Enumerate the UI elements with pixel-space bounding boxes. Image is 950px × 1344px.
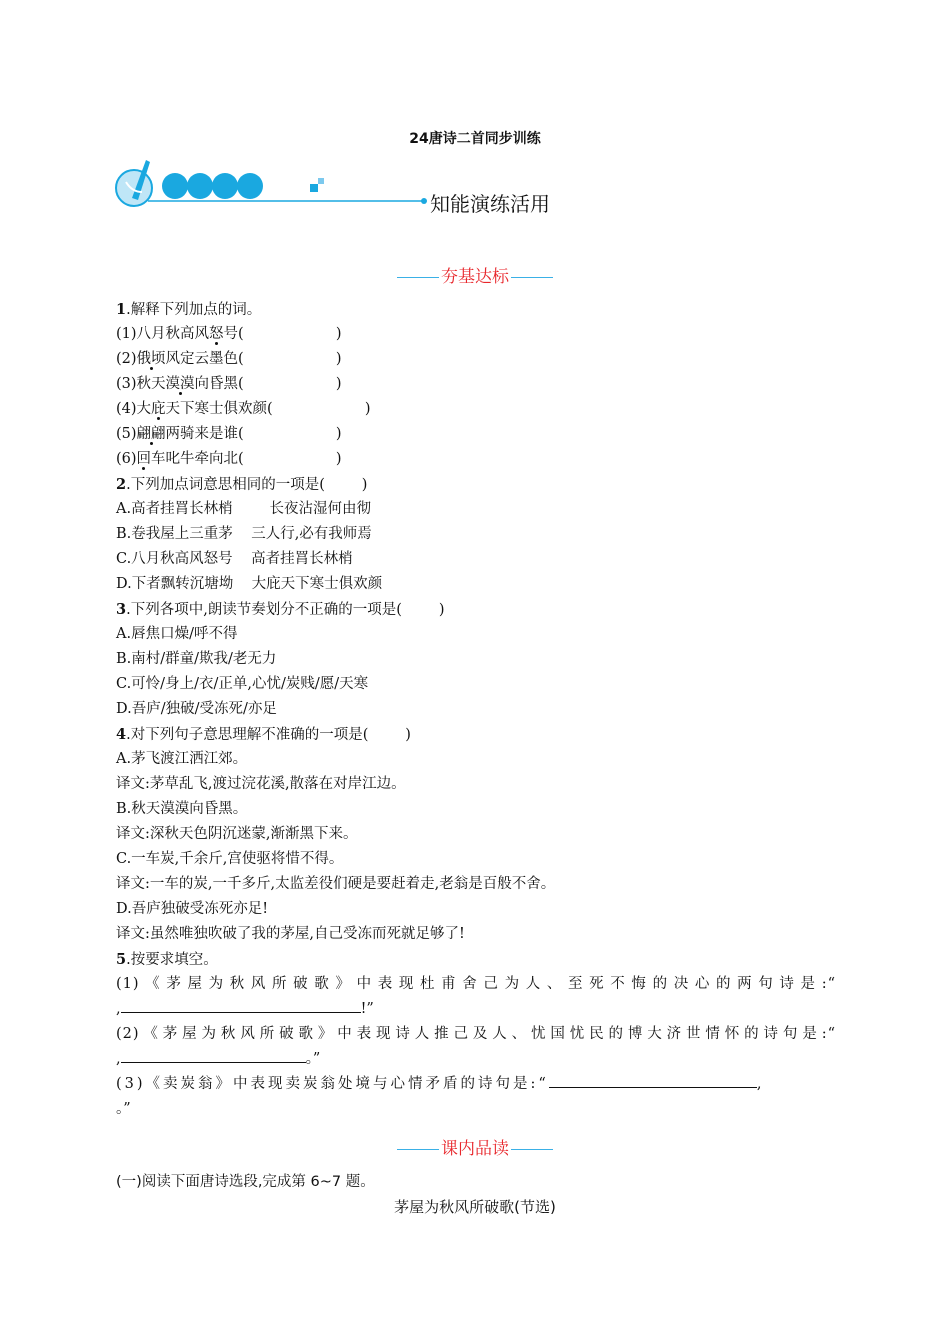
question-2-option: D.下者飘转沉塘坳 大庇天下寒士俱欢颜 xyxy=(116,576,383,592)
question-3-option: B.南村/群童/欺我/老无力 xyxy=(116,651,277,667)
question-5-part-2-blank: , 。” xyxy=(116,1047,836,1072)
question-4-line: B.秋天漠漠向昏黑。 xyxy=(116,801,248,817)
poem-title: 茅屋为秋风所破歌(节选) xyxy=(394,1198,556,1216)
question-4-line: 译文:茅草乱飞,渡过浣花溪,散落在对岸江边。 xyxy=(116,776,406,792)
question-4-line: C.一车炭,千余斤,宫使驱将惜不得。 xyxy=(116,851,344,867)
section-heading-basic: 夯基达标 xyxy=(0,262,950,287)
banner-dot xyxy=(162,173,188,199)
answer-blank[interactable] xyxy=(549,1072,757,1088)
question-1-item: (3)秋天漠漠向昏黑( ) xyxy=(116,376,342,392)
question-3-option: C.可怜/身上/衣/正单,心忧/炭贱/愿/天寒 xyxy=(116,676,369,692)
question-1-item: (4)大庇天下寒士俱欢颜( ) xyxy=(116,401,371,417)
question-5-part-1: (1)《茅屋为秋风所破歌》中表现杜甫舍己为人、至死不悔的决心的两句诗是:“ xyxy=(116,976,836,992)
question-4-line: 译文:一车的炭,一千多斤,太监差役们硬是要赶着走,老翁是百般不舍。 xyxy=(116,876,556,892)
question-3-option: A.唇焦口燥/呼不得 xyxy=(116,626,238,642)
question-4-line: 译文:虽然唯独吹破了我的茅屋,自己受冻而死就足够了! xyxy=(116,926,465,942)
question-5-part-3: (3)《卖炭翁》中表现卖炭翁处境与心情矛盾的诗句是:“ , xyxy=(116,1072,836,1097)
question-5-part-2: (2)《茅屋为秋风所破歌》中表现诗人推己及人、忧国忧民的博大济世情怀的诗句是:“ xyxy=(116,1026,836,1042)
question-4-stem: 4.对下列句子意思理解不准确的一项是( ) xyxy=(116,726,411,743)
document-title: 24唐诗二首同步训练 xyxy=(409,131,541,147)
question-2-stem: 2.下列加点词意思相同的一项是( ) xyxy=(116,476,368,493)
question-5-part-1-blank: , !” xyxy=(116,997,836,1022)
questions xyxy=(116,297,836,1122)
question-2-option: A.高者挂罥长林梢 长夜沾湿何由彻 xyxy=(116,501,371,517)
banner-label: 知能演练活用 xyxy=(430,192,550,216)
question-3-stem: 3.下列各项中,朗读节奏划分不正确的一项是( ) xyxy=(116,601,445,618)
question-4-line: 译文:深秋天色阴沉迷蒙,渐渐黑下来。 xyxy=(116,826,358,842)
question-1-item: (6)回车叱牛牵向北( ) xyxy=(116,451,342,467)
question-4-line: D.吾庐独破受冻死亦足! xyxy=(116,901,269,917)
answer-blank[interactable] xyxy=(121,997,361,1013)
question-2-option: B.卷我屋上三重茅 三人行,必有我师焉 xyxy=(116,526,372,542)
question-1-item: (1)八月秋高风怒号( ) xyxy=(116,326,342,342)
question-4-line: A.茅飞渡江洒江郊。 xyxy=(116,751,248,767)
section-heading-reading: 课内品读 xyxy=(0,1134,950,1159)
question-1-item: (2)俄顷风定云墨色( ) xyxy=(116,351,342,367)
answer-blank[interactable] xyxy=(121,1047,306,1063)
question-5-stem: 5.按要求填空。 xyxy=(116,951,218,968)
banner-dot xyxy=(237,173,263,199)
banner-dot xyxy=(187,173,213,199)
question-3-option: D.吾庐/独破/受冻死/亦足 xyxy=(116,701,277,717)
question-2-option: C.八月秋高风怒号 高者挂罥长林梢 xyxy=(116,551,353,567)
banner-dot xyxy=(212,173,238,199)
question-5-part-3-end: 。” xyxy=(116,1101,131,1117)
question-1-stem: 1.解释下列加点的词。 xyxy=(116,301,262,318)
question-1-item: (5)翩翩两骑来是谁( ) xyxy=(116,426,342,442)
reading-intro: (一)阅读下面唐诗选段,完成第 6~7 题。 xyxy=(116,1174,375,1190)
brush-icon xyxy=(116,170,152,206)
